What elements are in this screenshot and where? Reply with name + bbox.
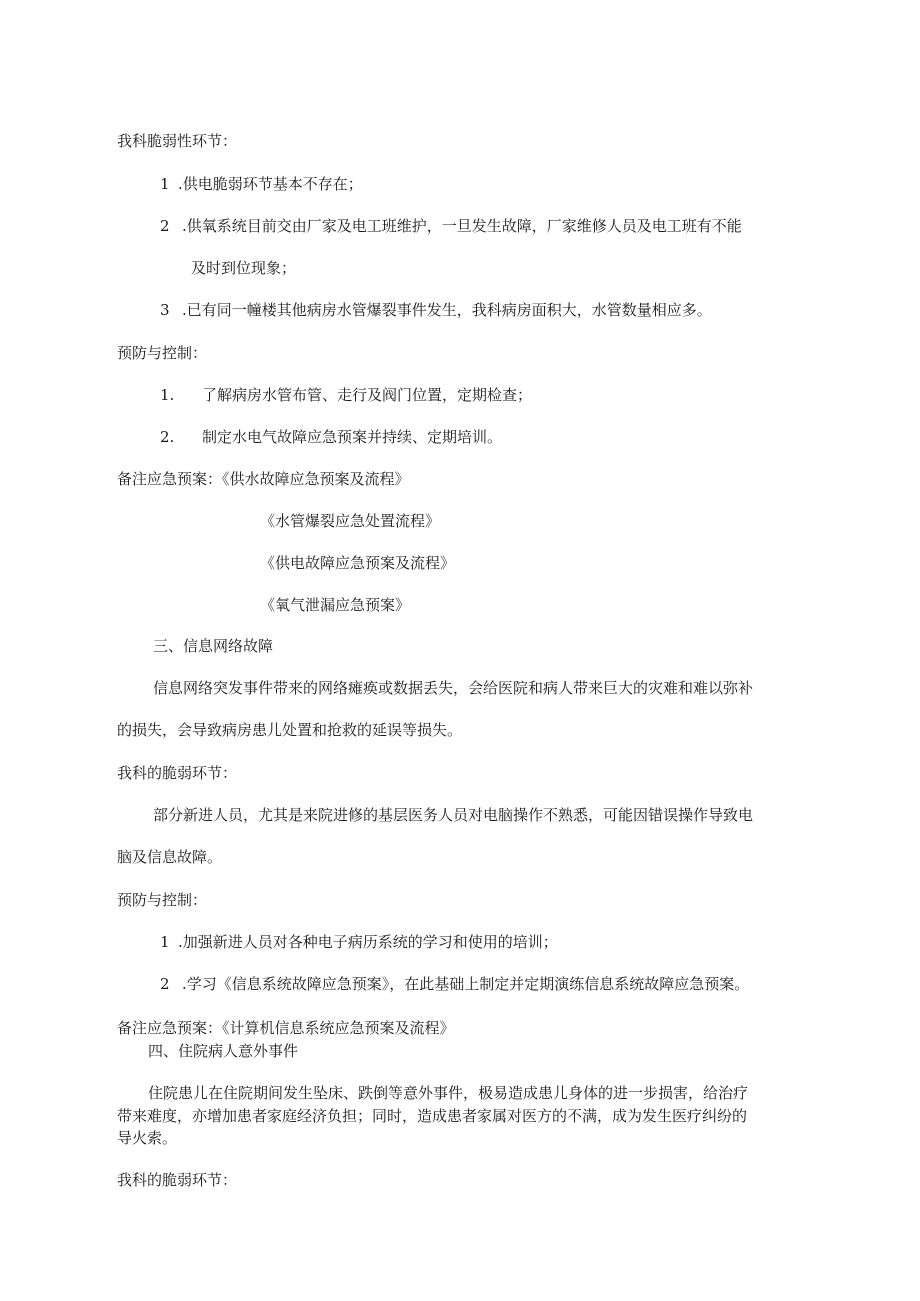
vuln-item-1 — [160, 174, 363, 194]
item-number: 1 — [160, 933, 170, 951]
item-text: 了解病房水管布管、走行及阀门位置，定期检查； — [202, 386, 533, 404]
remark-line — [117, 469, 410, 489]
prevent-item-2 — [160, 974, 749, 994]
paragraph-line: 部分新进人员，尤其是来院进修的基层医务人员对电脑操作不熟悉，可能因错误操作导致电 — [153, 806, 754, 824]
remark-plan-1: 《供水故障应急预案及流程》 — [222, 470, 410, 488]
vuln-title: 我科的脆弱环节： — [117, 1171, 238, 1189]
prevent-item-1 — [160, 385, 532, 405]
vuln-title: 我科的脆弱环节： — [117, 764, 238, 782]
item-text: .已有同一幢楼其他病房水管爆裂事件发生，我科病房面积大，水管数量相应多。 — [182, 301, 712, 319]
section-heading: 三、信息网络故障 — [153, 637, 274, 655]
paragraph-line: 脑及信息故障。 — [117, 848, 223, 866]
remark-plan-4: 《氧气泄漏应急预案》 — [260, 596, 411, 614]
item-text: 制定水电气故障应急预案并持续、定期培训。 — [202, 428, 503, 446]
section-heading: 四、住院病人意外事件 — [148, 1042, 299, 1060]
vuln-item-2-continued: 及时到位现象； — [191, 259, 297, 277]
item-number: 2 — [160, 975, 170, 993]
paragraph-line: 带来难度，亦增加患者家庭经济负担；同时，造成患者家属对医方的不满，成为发生医疗纠纷的 — [117, 1107, 748, 1125]
paragraph-line: 导火索。 — [117, 1129, 178, 1147]
item-number: 3 — [160, 301, 170, 319]
prevent-item-2 — [160, 427, 502, 447]
prevent-item-1 — [160, 932, 558, 952]
prevent-title: 预防与控制： — [117, 344, 208, 362]
paragraph-line: 的损失，会导致病房患儿处置和抢救的延误等损失。 — [117, 721, 463, 739]
vuln-item-3 — [160, 300, 712, 320]
item-number: 2 — [160, 217, 170, 235]
item-text: .加强新进人员对各种电子病历系统的学习和使用的培训； — [178, 933, 558, 951]
vuln-item-2 — [160, 216, 742, 236]
item-number: 2. — [160, 428, 175, 446]
remark-label: 备注应急预案： — [117, 470, 223, 488]
item-number: 1. — [160, 386, 175, 404]
remark-plan-2: 《水管爆裂应急处置流程》 — [260, 512, 441, 530]
paragraph-line: 住院患儿在住院期间发生坠床、跌倒等意外事件，极易造成患儿身体的进一步损害，给治疗 — [148, 1084, 749, 1102]
item-number: 1 — [160, 175, 170, 193]
vuln-title: 我科脆弱性环节： — [117, 132, 238, 150]
remark-line: 备注应急预案：《计算机信息系统应急预案及流程》 — [117, 1019, 455, 1037]
prevent-title: 预防与控制： — [117, 891, 208, 909]
item-text: .学习《信息系统故障应急预案》，在此基础上制定并定期演练信息系统故障应急预案。 — [182, 975, 750, 993]
remark-plan-3: 《供电故障应急预案及流程》 — [260, 554, 456, 572]
item-text: .供氧系统目前交由厂家及电工班维护，一旦发生故障，厂家维修人员及电工班有不能 — [182, 217, 742, 235]
item-text: .供电脆弱环节基本不存在； — [178, 175, 363, 193]
paragraph-line: 信息网络突发事件带来的网络瘫痪或数据丢失，会给医院和病人带来巨大的灾难和难以弥补 — [153, 679, 754, 697]
